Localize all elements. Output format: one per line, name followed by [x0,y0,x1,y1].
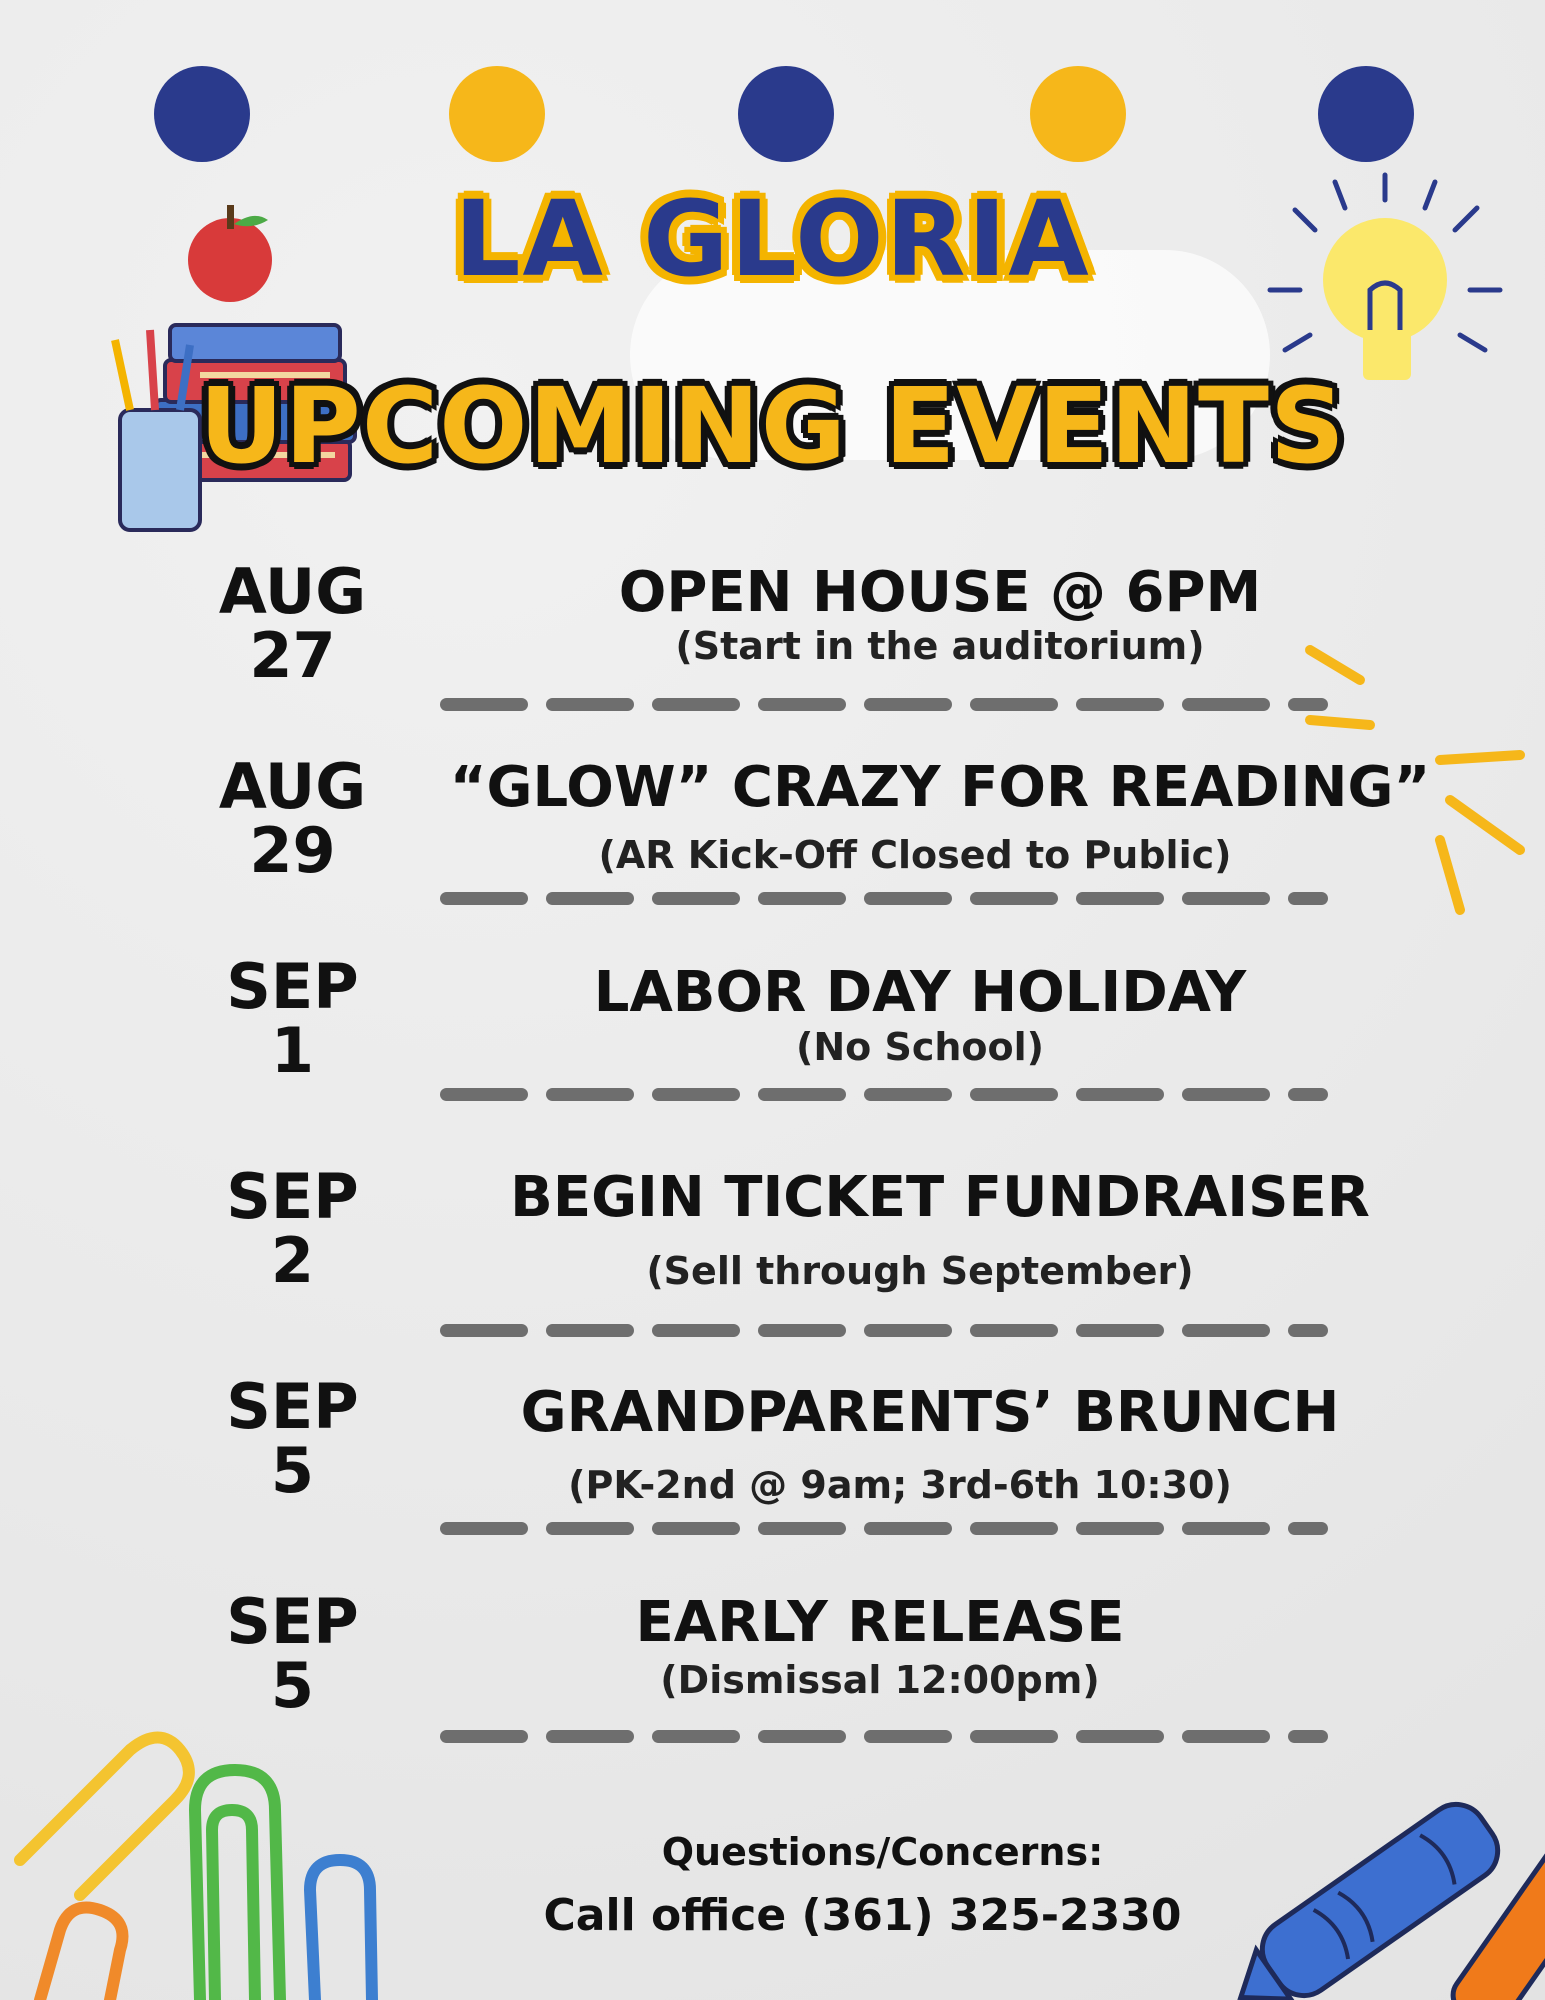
event-note: (Dismissal 12:00pm) [660,1658,1100,1702]
event-title: BEGIN TICKET FUNDRAISER [510,1165,1370,1230]
event-month: SEP [226,1370,359,1443]
event-day: 5 [270,1434,315,1507]
event-date [195,1370,390,1507]
event-title: GRANDPARENTS’ BRUNCH [520,1380,1340,1445]
contact-phone: Call office (361) 325-2330 [543,1890,1182,1941]
event-day: 27 [249,619,336,692]
paperclips-icon [0,1710,430,2000]
event-month: SEP [226,1160,359,1233]
event-note: (Sell through September) [646,1249,1194,1293]
contact-heading: Questions/Concerns: [661,1830,1104,1874]
event-month: AUG [218,750,367,823]
crayons-icon [1210,1730,1545,2000]
event-month: SEP [226,950,359,1023]
divider [440,890,1346,904]
yellow-dot [449,66,545,162]
divider [440,1086,1346,1100]
divider [440,1520,1346,1534]
navy-dot [738,66,834,162]
school-name: LA GLORIA [454,178,1091,300]
event-date [195,1160,390,1297]
event-date [195,950,390,1087]
event-note: (PK-2nd @ 9am; 3rd-6th 10:30) [568,1463,1232,1507]
event-title: LABOR DAY HOLIDAY [593,960,1247,1025]
event-day: 5 [270,1649,315,1722]
event-title: “GLOW” CRAZY FOR READING” [449,755,1431,820]
event-note: (Start in the auditorium) [675,624,1205,668]
page-title: UPCOMING EVENTS [199,365,1346,487]
event-note: (No School) [795,1025,1045,1069]
event-day: 29 [249,814,336,887]
event-title: EARLY RELEASE [635,1590,1125,1655]
divider [440,1322,1346,1336]
event-month: SEP [226,1585,359,1658]
event-day: 2 [270,1224,315,1297]
yellow-dot [1030,66,1126,162]
navy-dot [1318,66,1414,162]
event-date [195,750,390,887]
event-note: (AR Kick-Off Closed to Public) [598,833,1232,877]
event-day: 1 [270,1014,315,1087]
navy-dot [154,66,250,162]
event-date [195,555,390,692]
event-month: AUG [218,555,367,628]
divider [440,696,1346,710]
event-title: OPEN HOUSE @ 6PM [618,560,1262,625]
